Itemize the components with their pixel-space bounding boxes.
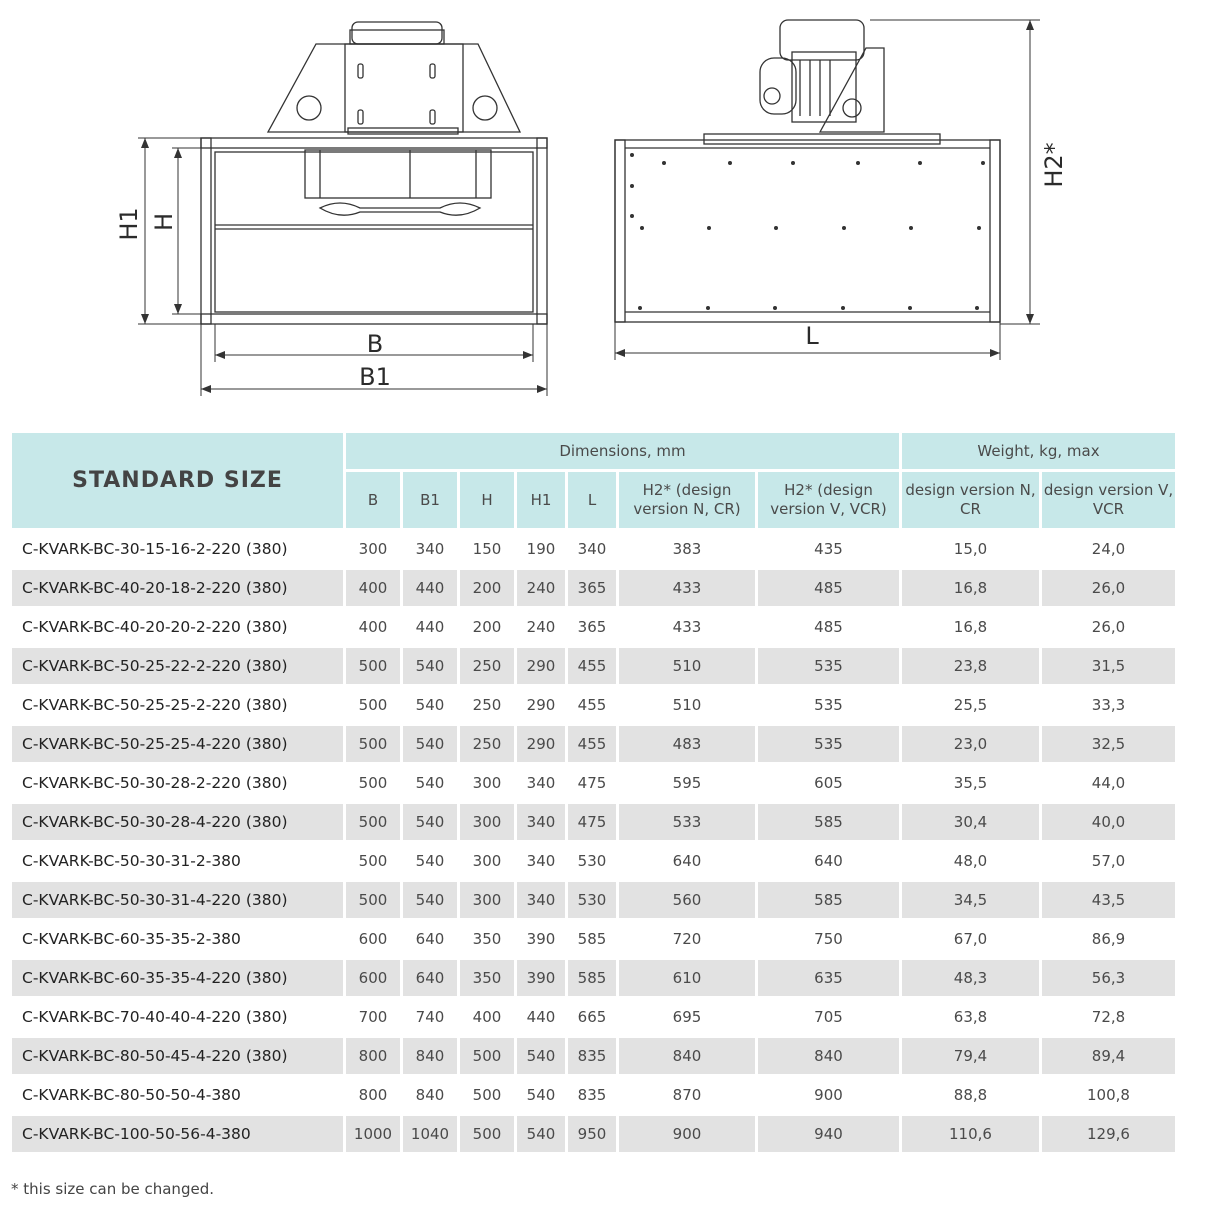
column-header: H2* (design version V, VCR) xyxy=(758,472,899,528)
b-label: B xyxy=(366,330,384,358)
value-cell: 440 xyxy=(415,618,445,636)
value-cell: 540 xyxy=(415,696,445,714)
value-cell: 110,6 xyxy=(902,1116,1039,1152)
value-cell: 340 xyxy=(577,540,607,558)
value-cell: 35,5 xyxy=(953,774,988,792)
model-name-cell: C-KVARK-BC-50-25-25-2-220 (380) xyxy=(22,696,288,714)
value-cell: 31,5 xyxy=(1042,648,1175,684)
model-name-cell: C-KVARK-BC-50-30-28-4-220 (380) xyxy=(12,804,343,840)
value-cell: 72,8 xyxy=(1091,1008,1126,1026)
table-row xyxy=(12,1038,1175,1074)
value-cell: 250 xyxy=(460,726,514,762)
value-cell: 48,3 xyxy=(902,960,1039,996)
value-cell: 340 xyxy=(526,774,556,792)
l-label: L xyxy=(805,322,819,350)
value-cell: 533 xyxy=(619,804,755,840)
value-cell: 640 xyxy=(415,930,445,948)
value-cell: 540 xyxy=(526,1086,556,1104)
value-cell: 350 xyxy=(472,930,502,948)
value-cell: 365 xyxy=(568,570,616,606)
model-name-cell: C-KVARK-BC-80-50-50-4-380 xyxy=(22,1086,241,1104)
value-cell: 535 xyxy=(814,696,843,714)
value-cell: 300 xyxy=(472,774,502,792)
value-cell: 23,0 xyxy=(902,726,1039,762)
value-cell: 475 xyxy=(568,804,616,840)
value-cell: 340 xyxy=(526,852,556,870)
value-cell: 89,4 xyxy=(1042,1038,1175,1074)
table-row xyxy=(12,726,1175,762)
value-cell: 240 xyxy=(517,570,565,606)
value-cell: 44,0 xyxy=(1091,774,1126,792)
value-cell: 500 xyxy=(346,882,400,918)
value-cell: 500 xyxy=(346,726,400,762)
value-cell: 635 xyxy=(758,960,899,996)
value-cell: 240 xyxy=(526,618,556,636)
value-cell: 540 xyxy=(403,882,457,918)
model-name-cell: C-KVARK-BC-50-30-28-2-220 (380) xyxy=(22,774,288,792)
value-cell: 300 xyxy=(460,804,514,840)
column-header: H xyxy=(460,472,514,528)
standard-size-header: STANDARD SIZE xyxy=(12,433,343,528)
value-cell: 1000 xyxy=(346,1116,400,1152)
value-cell: 190 xyxy=(526,540,556,558)
value-cell: 600 xyxy=(346,960,400,996)
value-cell: 400 xyxy=(346,570,400,606)
value-cell: 250 xyxy=(472,696,502,714)
spec-table xyxy=(9,430,1178,1155)
value-cell: 250 xyxy=(460,648,514,684)
value-cell: 500 xyxy=(460,1038,514,1074)
value-cell: 56,3 xyxy=(1042,960,1175,996)
value-cell: 535 xyxy=(758,726,899,762)
value-cell: 200 xyxy=(460,570,514,606)
table-row xyxy=(12,999,1175,1035)
value-cell: 86,9 xyxy=(1091,930,1126,948)
value-cell: 835 xyxy=(577,1086,607,1104)
value-cell: 540 xyxy=(403,648,457,684)
value-cell: 88,8 xyxy=(953,1086,988,1104)
value-cell: 540 xyxy=(403,726,457,762)
value-cell: 695 xyxy=(672,1008,702,1026)
column-header: H1 xyxy=(517,472,565,528)
value-cell: 26,0 xyxy=(1091,618,1126,636)
value-cell: 440 xyxy=(526,1008,556,1026)
value-cell: 43,5 xyxy=(1042,882,1175,918)
model-name-cell: C-KVARK-BC-30-15-16-2-220 (380) xyxy=(22,540,288,558)
column-header: B xyxy=(346,472,400,528)
value-cell: 540 xyxy=(415,774,445,792)
value-cell: 500 xyxy=(358,774,388,792)
value-cell: 24,0 xyxy=(1091,540,1126,558)
column-header: design version V, VCR xyxy=(1042,472,1175,528)
table-row xyxy=(12,1077,1175,1113)
value-cell: 835 xyxy=(568,1038,616,1074)
model-name-cell: C-KVARK-BC-60-35-35-2-380 xyxy=(22,930,241,948)
value-cell: 300 xyxy=(358,540,388,558)
value-cell: 340 xyxy=(517,804,565,840)
value-cell: 383 xyxy=(672,540,702,558)
table-row xyxy=(12,765,1175,801)
value-cell: 500 xyxy=(460,1116,514,1152)
model-name-cell: C-KVARK-BC-50-30-31-2-380 xyxy=(22,852,241,870)
value-cell: 455 xyxy=(577,696,607,714)
value-cell: 30,4 xyxy=(902,804,1039,840)
value-cell: 840 xyxy=(415,1086,445,1104)
model-name-cell: C-KVARK-BC-50-25-22-2-220 (380) xyxy=(12,648,343,684)
footnote: * this size can be changed. xyxy=(11,1180,214,1198)
value-cell: 560 xyxy=(619,882,755,918)
value-cell: 950 xyxy=(568,1116,616,1152)
value-cell: 900 xyxy=(619,1116,755,1152)
value-cell: 63,8 xyxy=(953,1008,988,1026)
table-row xyxy=(12,960,1175,996)
value-cell: 400 xyxy=(472,1008,502,1026)
value-cell: 340 xyxy=(415,540,445,558)
value-cell: 840 xyxy=(619,1038,755,1074)
value-cell: 16,8 xyxy=(902,570,1039,606)
model-name-cell: C-KVARK-BC-50-30-31-4-220 (380) xyxy=(12,882,343,918)
table-row xyxy=(12,1116,1175,1152)
value-cell: 16,8 xyxy=(953,618,988,636)
value-cell: 500 xyxy=(346,804,400,840)
table-row xyxy=(12,570,1175,606)
value-cell: 500 xyxy=(472,1086,502,1104)
value-cell: 665 xyxy=(577,1008,607,1026)
value-cell: 34,5 xyxy=(902,882,1039,918)
column-header: H2* (design version N, CR) xyxy=(619,472,755,528)
h2-label: H2* xyxy=(1040,142,1068,188)
column-header: design version N, CR xyxy=(902,472,1039,528)
value-cell: 720 xyxy=(672,930,702,948)
model-name-cell: C-KVARK-BC-40-20-18-2-220 (380) xyxy=(12,570,343,606)
model-name-cell: C-KVARK-BC-80-50-45-4-220 (380) xyxy=(12,1038,343,1074)
value-cell: 300 xyxy=(460,882,514,918)
value-cell: 530 xyxy=(577,852,607,870)
value-cell: 435 xyxy=(814,540,843,558)
weight-group-header: Weight, kg, max xyxy=(902,433,1175,469)
value-cell: 610 xyxy=(619,960,755,996)
value-cell: 705 xyxy=(814,1008,843,1026)
table-row xyxy=(12,843,1175,879)
value-cell: 750 xyxy=(814,930,843,948)
value-cell: 340 xyxy=(517,882,565,918)
value-cell: 33,3 xyxy=(1091,696,1126,714)
value-cell: 535 xyxy=(758,648,899,684)
value-cell: 40,0 xyxy=(1042,804,1175,840)
value-cell: 585 xyxy=(568,960,616,996)
value-cell: 640 xyxy=(672,852,702,870)
h1-label: H1 xyxy=(115,207,143,241)
front-view-drawing xyxy=(0,0,1208,420)
model-name-cell: C-KVARK-BC-40-20-20-2-220 (380) xyxy=(22,618,288,636)
model-name-cell: C-KVARK-BC-60-35-35-4-220 (380) xyxy=(12,960,343,996)
value-cell: 350 xyxy=(460,960,514,996)
value-cell: 400 xyxy=(358,618,388,636)
value-cell: 900 xyxy=(814,1086,843,1104)
table-row xyxy=(12,687,1175,723)
column-header: B1 xyxy=(403,472,457,528)
value-cell: 23,8 xyxy=(902,648,1039,684)
table-row xyxy=(12,648,1175,684)
value-cell: 500 xyxy=(358,696,388,714)
table-row xyxy=(12,921,1175,957)
value-cell: 433 xyxy=(619,570,755,606)
value-cell: 25,5 xyxy=(953,696,988,714)
dimensions-group-header: Dimensions, mm xyxy=(346,433,899,469)
b1-label: B1 xyxy=(359,363,391,391)
value-cell: 455 xyxy=(568,648,616,684)
value-cell: 26,0 xyxy=(1042,570,1175,606)
value-cell: 1040 xyxy=(403,1116,457,1152)
value-cell: 700 xyxy=(358,1008,388,1026)
value-cell: 605 xyxy=(814,774,843,792)
value-cell: 585 xyxy=(577,930,607,948)
value-cell: 129,6 xyxy=(1042,1116,1175,1152)
value-cell: 483 xyxy=(619,726,755,762)
value-cell: 585 xyxy=(758,882,899,918)
value-cell: 485 xyxy=(758,570,899,606)
side-view-drawing xyxy=(615,20,1000,322)
value-cell: 440 xyxy=(403,570,457,606)
value-cell: 485 xyxy=(814,618,843,636)
value-cell: 530 xyxy=(568,882,616,918)
value-cell: 800 xyxy=(358,1086,388,1104)
value-cell: 540 xyxy=(517,1116,565,1152)
value-cell: 79,4 xyxy=(902,1038,1039,1074)
value-cell: 840 xyxy=(758,1038,899,1074)
value-cell: 57,0 xyxy=(1091,852,1126,870)
table-row xyxy=(12,531,1175,567)
column-header: L xyxy=(568,472,616,528)
value-cell: 585 xyxy=(758,804,899,840)
model-name-cell: C-KVARK-BC-50-25-25-4-220 (380) xyxy=(12,726,343,762)
value-cell: 150 xyxy=(472,540,502,558)
value-cell: 500 xyxy=(346,648,400,684)
value-cell: 500 xyxy=(358,852,388,870)
value-cell: 433 xyxy=(672,618,702,636)
value-cell: 32,5 xyxy=(1042,726,1175,762)
value-cell: 595 xyxy=(672,774,702,792)
value-cell: 290 xyxy=(517,726,565,762)
table-row xyxy=(12,804,1175,840)
value-cell: 640 xyxy=(403,960,457,996)
value-cell: 365 xyxy=(577,618,607,636)
value-cell: 455 xyxy=(568,726,616,762)
value-cell: 200 xyxy=(472,618,502,636)
value-cell: 15,0 xyxy=(953,540,988,558)
value-cell: 600 xyxy=(358,930,388,948)
value-cell: 640 xyxy=(814,852,843,870)
spec-table-body xyxy=(12,531,1175,1152)
model-name-cell: C-KVARK-BC-70-40-40-4-220 (380) xyxy=(22,1008,288,1026)
value-cell: 800 xyxy=(346,1038,400,1074)
value-cell: 540 xyxy=(403,804,457,840)
value-cell: 390 xyxy=(526,930,556,948)
model-name-cell: C-KVARK-BC-100-50-56-4-380 xyxy=(12,1116,343,1152)
technical-drawings xyxy=(0,0,1208,420)
value-cell: 67,0 xyxy=(953,930,988,948)
table-row xyxy=(12,882,1175,918)
value-cell: 48,0 xyxy=(953,852,988,870)
value-cell: 870 xyxy=(672,1086,702,1104)
value-cell: 840 xyxy=(403,1038,457,1074)
value-cell: 300 xyxy=(472,852,502,870)
value-cell: 940 xyxy=(758,1116,899,1152)
value-cell: 475 xyxy=(577,774,607,792)
value-cell: 100,8 xyxy=(1087,1086,1130,1104)
value-cell: 740 xyxy=(415,1008,445,1026)
value-cell: 510 xyxy=(672,696,702,714)
h-label: H xyxy=(150,212,178,232)
table-row xyxy=(12,609,1175,645)
value-cell: 390 xyxy=(517,960,565,996)
value-cell: 540 xyxy=(415,852,445,870)
value-cell: 510 xyxy=(619,648,755,684)
value-cell: 540 xyxy=(517,1038,565,1074)
value-cell: 290 xyxy=(517,648,565,684)
value-cell: 290 xyxy=(526,696,556,714)
